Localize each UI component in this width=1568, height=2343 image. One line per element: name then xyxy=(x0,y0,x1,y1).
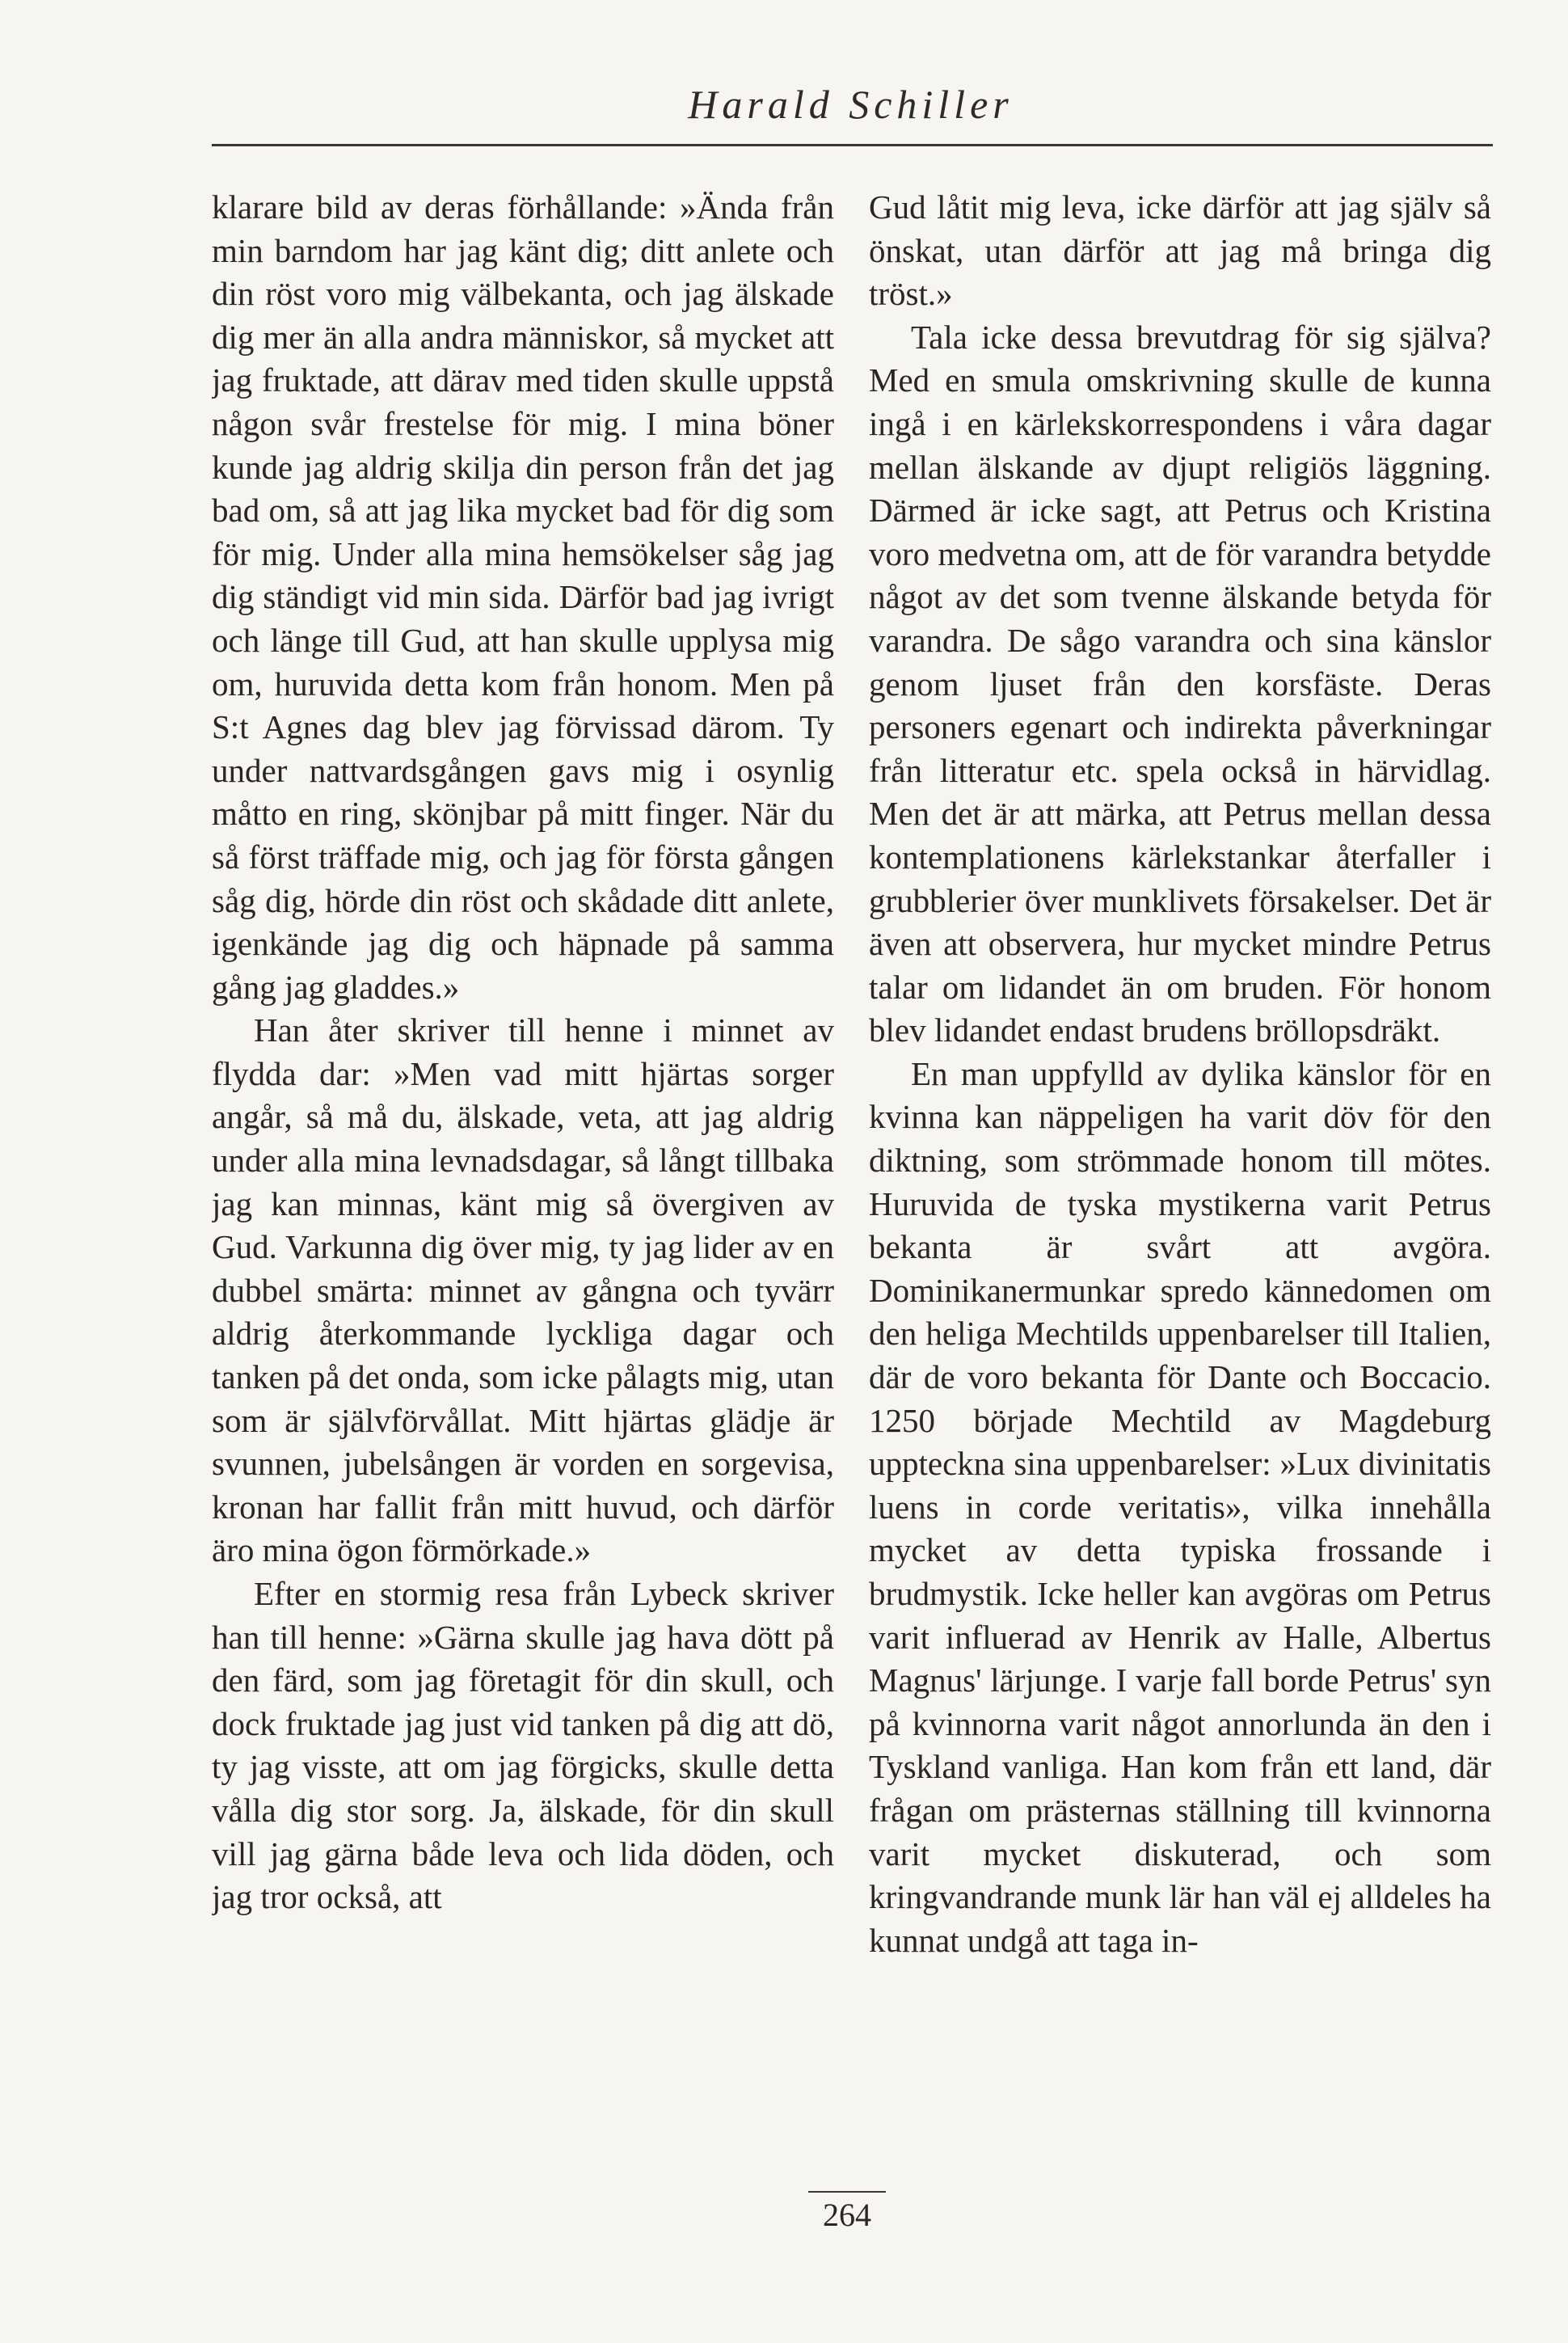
paragraph: Efter en stormig resa från Lybeck skriver han till henne: »Gärna skulle jag hava dött på den färd, som jag företagit för din skull, och dock fruktade jag just vid tanken på dig att dö, ty jag visste, att om jag förgicks, skulle detta vålla dig stor sorg. Ja, älskade, för din skull vill jag gärna både leva och lida döden, och jag tror också, att xyxy=(212,1575,834,1916)
header-rule xyxy=(212,144,1493,146)
paragraph: En man uppfylld av dylika känslor för en kvinna kan näppeligen ha varit döv för den diktning, som strömmade honom till mötes. Huruvida de tyska mystikerna varit Petrus bekanta är svårt att avgöra. Dominikanermunkar spredo kännedomen om den heliga Mechtilds uppenbarelser till Italien, där de voro bekanta för Dante och Boccacio. 1250 började Mechtild av Magdeburg uppteckna sina uppenbarelser: »Lux divinitatis luens in corde veritatis», vilka innehålla mycket av detta typiska frossande i brudmystik. Icke heller kan avgöras om Petrus varit influerad av Henrik av Halle, Albertus Magnus' lärjunge. I varje fall borde Petrus' syn på kvinnorna varit något annorlunda än den i Tyskland vanliga. Han kom från ett land, där frågan om prästernas ställning till kvinnorna varit mycket diskuterad, och som kringvandrande munk lär han väl ej alldeles ha kunnat undgå att taga in- xyxy=(869,1054,1491,1959)
paragraph: Tala icke dessa brevutdrag för sig själva? Med en smula omskrivning skulle de kunna ingå i en kärlekskorrespondens i våra dagar mellan älskande av djupt religiös läggning. Därmed är icke sagt, att Petrus och Kristina voro medvetna om, att de för varandra betydde något av det som tvenne älskande betyda för varandra. De sågo varandra och sina känslor genom ljuset från den korsfäste. Deras personers egenart och indirekta påverkningar från litteratur etc. spela också in härvidlag. Men det är att märka, att Petrus mellan dessa kontemplationens kärlekstankar återfaller i grubblerier över munklivets försakelser. Det är även att observera, hur mycket mindre Petrus talar om lidandet än om bruden. För honom blev lidandet endast brudens bröllopsdräkt. xyxy=(869,318,1491,1049)
folio-rule xyxy=(808,2191,886,2193)
paragraph: Han åter skriver till henne i minnet av flydda dar: »Men vad mitt hjärtas sorger angår, så må du, älskade, veta, att jag aldrig under alla mina levnadsdagar, så långt tillbaka jag kan minnas, känt mig så övergiven av Gud. Varkunna dig över mig, ty jag lider av en dubbel smärta: minnet av gångna och tyvärr aldrig återkommande lyckliga dagar och tanken på det onda, som icke pålagts mig, utan som är självförvållat. Mitt hjärtas glädje är svunnen, jubelsången är vorden en sorgevisa, kronan har fallit från mitt huvud, och därför äro mina ögon förmörkade.» xyxy=(212,1011,834,1569)
left-text-column xyxy=(212,186,834,2167)
paragraph: klarare bild av deras förhållande: »Ända från min barndom har jag känt dig; ditt anlete och din röst voro mig välbekanta, och jag älskade dig mer än alla andra människor, så mycket att jag fruktade, att därav med tiden skulle uppstå någon svår frestelse för mig. I mina böner kunde jag aldrig skilja din person från det jag bad om, så att jag lika mycket bad för dig som för mig. Under alla mina hemsökelser såg jag dig ständigt vid min sida. Därför bad jag ivrigt och länge till Gud, att han skulle upplysa mig om, huruvida detta kom från honom. Men på S:t Agnes dag blev jag förvissad därom. Ty under nattvardsgången gavs mig i osynlig måtto en ring, skönjbar på mitt finger. När du så först träffade mig, och jag för första gången såg dig, hörde din röst och skådade ditt anlete, igenkände jag dig och häpnade på samma gång jag gladdes.» xyxy=(212,188,834,1006)
right-text-column xyxy=(869,186,1491,2167)
paragraph: Gud låtit mig leva, icke därför att jag själv så önskat, utan därför att jag må bringa dig tröst.» xyxy=(869,188,1491,313)
running-head-title: Harald Schiller xyxy=(688,82,1014,127)
page-number: 264 xyxy=(823,2197,871,2233)
